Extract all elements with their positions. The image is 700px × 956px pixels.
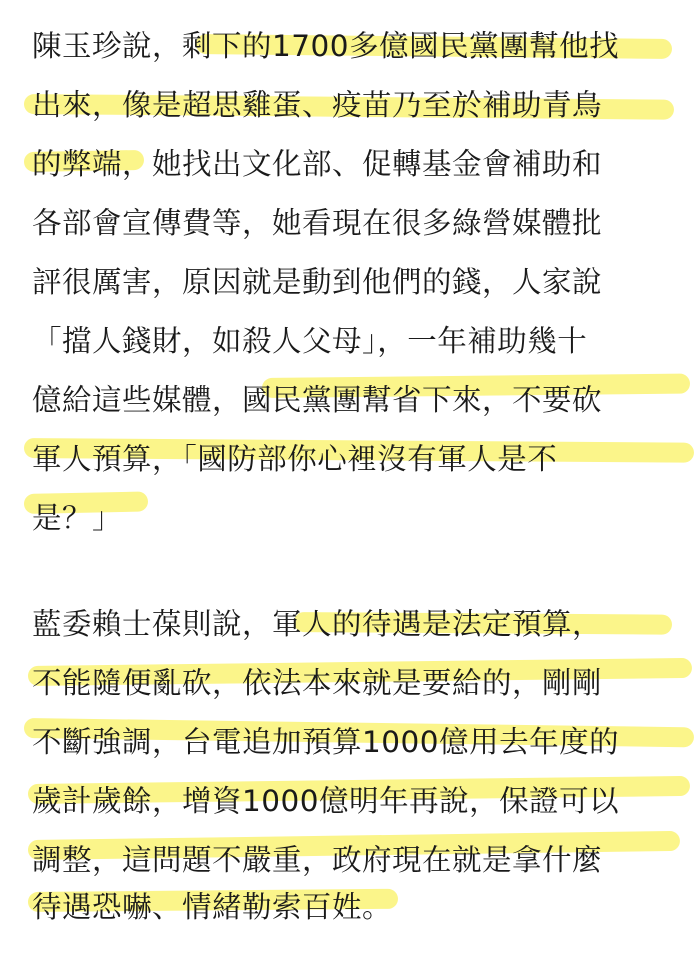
text-line: 的弊端，她找出文化部、促轉基金會補助和 — [32, 147, 603, 181]
text-line: 軍人預算，「國防部你心裡沒有軍人是不 — [32, 442, 558, 476]
text-line: 是？」 — [32, 501, 123, 535]
text-line: 出來，像是超思雞蛋、疫苗乃至於補助青鳥 — [32, 88, 603, 122]
text-line: 調整，這問題不嚴重，政府現在就是拿什麼 — [32, 843, 603, 877]
text-line: 不斷強調，台電追加預算1000億用去年度的 — [32, 725, 620, 759]
text-line: 億給這些媒體，國民黨團幫省下來，不要砍 — [32, 383, 603, 417]
text-line: 不能隨便亂砍，依法本來就是要給的，剛剛 — [32, 666, 603, 700]
text-line: 評很厲害，原因就是動到他們的錢，人家說 — [32, 265, 603, 299]
text-line: 各部會宣傳費等，她看現在很多綠營媒體批 — [32, 206, 603, 240]
text-line: 待遇恐嚇、情緒勒索百姓。 — [32, 890, 393, 924]
text-line: 歲計歲餘，增資1000億明年再說，保證可以 — [32, 784, 620, 818]
text-line: 藍委賴士葆則說，軍人的待遇是法定預算， — [32, 607, 603, 641]
text-line: 陳玉珍說，剩下的1700多億國民黨團幫他找 — [32, 29, 620, 63]
text-line: 「擋人錢財，如殺人父母」，一年補助幾十 — [32, 324, 588, 358]
